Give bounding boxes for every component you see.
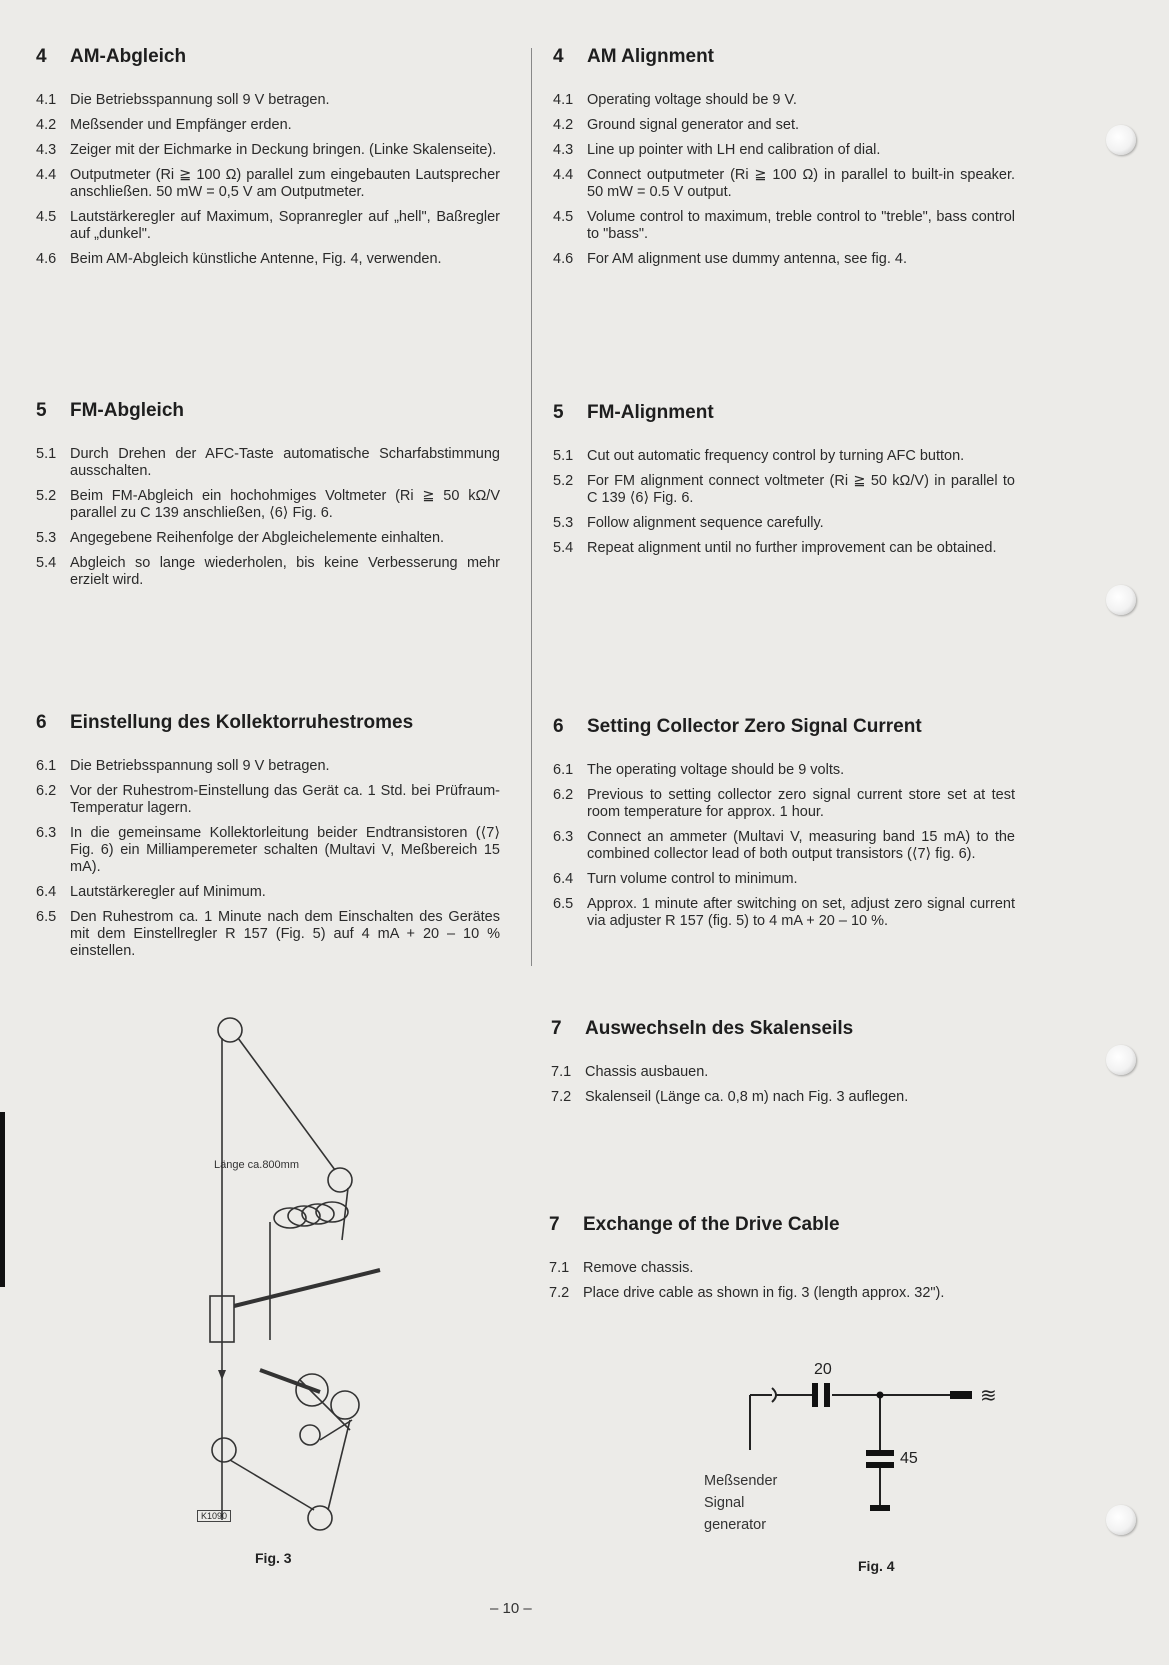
list-item: [553, 473, 1015, 507]
list-item: [553, 829, 1015, 863]
right-column-am-section: [553, 46, 1015, 276]
list-item: [551, 1064, 1013, 1081]
item-text: The operating voltage should be 9 volts.: [587, 762, 845, 778]
punch-hole-2: [1106, 585, 1136, 615]
item-number: 6.1: [553, 762, 574, 778]
junction-dot: [877, 1392, 884, 1399]
item-number: 6.3: [36, 825, 57, 841]
section-heading-collector-current: 6 Setting Collector Zero Signal Current: [553, 716, 922, 737]
output-connector: [950, 1391, 972, 1399]
item-number: 4.5: [553, 209, 574, 225]
item-number: 5.1: [553, 448, 574, 464]
item-text: Den Ruhestrom ca. 1 Minute nach dem Einschalten des Gerätes mit dem Einstellregler R 157 (Fig. 5) auf 4 mA + 20 – 10 % einstellen.: [70, 909, 500, 959]
item-text: Die Betriebsspannung soll 9 V betragen.: [70, 92, 330, 108]
item-number: 4.5: [36, 209, 57, 225]
item-text: Angegebene Reihenfolge der Abgleichelemente einhalten.: [70, 530, 445, 546]
item-text: Beim FM-Abgleich ein hochohmiges Voltmeter (Ri ≧ 50 kΩ/V parallel zu C 139 anschließen, ⟨6⟩ Fig. 6.: [70, 488, 500, 521]
signal-generator-label: Meßsender Signal generator: [704, 1473, 778, 1533]
item-list: [36, 92, 500, 268]
capacitor-20-plate-b: [824, 1383, 830, 1407]
list-item: [553, 762, 1015, 779]
fig3-caption: Fig. 3: [255, 1550, 292, 1566]
item-list: [553, 448, 1015, 557]
item-text: Beim AM-Abgleich künstliche Antenne, Fig. 4, verwenden.: [70, 251, 442, 267]
item-number: 5.3: [553, 515, 574, 531]
item-text: Place drive cable as shown in fig. 3 (length approx. 32").: [583, 1285, 945, 1301]
item-list: [553, 92, 1015, 268]
list-item: [36, 167, 500, 201]
capacitor-20-plate-a: [812, 1383, 818, 1407]
item-text: Vor der Ruhestrom-Einstellung das Gerät ca. 1 Std. bei Prüfraum-Temperatur lagern.: [70, 783, 500, 816]
item-number: 5.4: [553, 540, 574, 556]
fig4-caption: Fig. 4: [858, 1558, 895, 1574]
item-text: Repeat alignment until no further improvement can be obtained.: [587, 540, 997, 556]
punch-hole-4: [1106, 1505, 1136, 1535]
item-text: Lautstärkeregler auf Minimum.: [70, 884, 266, 900]
list-item: [549, 1260, 1011, 1277]
item-number: 6.5: [36, 909, 57, 925]
item-list: [553, 762, 1015, 930]
list-item: [553, 896, 1015, 930]
item-number: 7.2: [549, 1285, 570, 1301]
right-column-skalenseil-section: [551, 1018, 1013, 1114]
item-number: 5.2: [553, 473, 574, 489]
capacitor-20-label: 20: [814, 1361, 832, 1378]
item-text: Durch Drehen der AFC-Taste automatische Scharfabstimmung ausschalten.: [70, 446, 500, 479]
item-text: Connect outputmeter (Ri ≧ 100 Ω) in parallel to built-in speaker. 50 mW = 0.5 V output.: [587, 167, 1015, 200]
list-item: [36, 909, 500, 960]
item-list: [549, 1260, 1011, 1302]
list-item: [553, 515, 1015, 532]
item-text: Abgleich so lange wiederholen, bis keine Verbesserung mehr erzielt wird.: [70, 555, 500, 588]
rf-symbol-icon: ≋: [980, 1385, 997, 1407]
item-text: Remove chassis.: [583, 1260, 694, 1276]
item-text: Ground signal generator and set.: [587, 117, 799, 133]
item-number: 4.3: [553, 142, 574, 158]
list-item: [36, 555, 500, 589]
item-list: [551, 1064, 1013, 1106]
item-text: Approx. 1 minute after switching on set, adjust zero signal current via adjuster R 157 (fig. 5) to 4 mA + 20 – 10 %.: [587, 896, 1015, 929]
section-heading-skalenseil: 7 Auswechseln des Skalenseils: [551, 1018, 854, 1039]
list-item: [36, 758, 500, 775]
list-item: [553, 92, 1015, 109]
item-text: Die Betriebsspannung soll 9 V betragen.: [70, 758, 330, 774]
item-number: 6.2: [553, 787, 574, 803]
list-item: [36, 530, 500, 547]
item-number: 4.1: [36, 92, 57, 108]
item-text: Volume control to maximum, treble control to "treble", bass control to "bass".: [587, 209, 1015, 242]
right-column-collector-section: [553, 716, 1015, 938]
item-number: 6.4: [36, 884, 57, 900]
item-text: Lautstärkeregler auf Maximum, Sopranregler auf „hell", Baßregler auf „dunkel".: [70, 209, 500, 242]
item-text: For FM alignment connect voltmeter (Ri ≧ 50 kΩ/V) in parallel to C 139 ⟨6⟩ Fig. 6.: [587, 473, 1015, 506]
punch-hole-1: [1106, 125, 1136, 155]
list-item: [553, 167, 1015, 201]
cable-length-label: Länge ca.800mm: [214, 1159, 299, 1171]
item-text: Chassis ausbauen.: [585, 1064, 709, 1080]
capacitor-45-plate-a: [866, 1450, 894, 1456]
capacitor-45-plate-b: [866, 1462, 894, 1468]
list-item: [553, 448, 1015, 465]
item-number: 4.2: [553, 117, 574, 133]
ground-plate: [870, 1505, 890, 1511]
item-text: In die gemeinsame Kollektorleitung beider Endtransistoren (⟨7⟩ Fig. 6) ein Milliamperemeter schalten (Multavi V, Meßbereich 15 mA).: [70, 825, 500, 875]
item-number: 5.4: [36, 555, 57, 571]
item-number: 6.4: [553, 871, 574, 887]
list-item: [36, 783, 500, 817]
capacitor-45-label: 45: [900, 1450, 918, 1467]
item-text: Cut out automatic frequency control by turning AFC button.: [587, 448, 965, 464]
list-item: [553, 117, 1015, 134]
item-number: 4.2: [36, 117, 57, 133]
list-item: [549, 1285, 1011, 1302]
list-item: [36, 142, 500, 159]
section-heading-am-abgleich: 4 AM-Abgleich: [36, 46, 187, 67]
bottom-left-pulley: [212, 1438, 236, 1462]
list-item: [553, 787, 1015, 821]
item-number: 4.1: [553, 92, 574, 108]
item-text: Outputmeter (Ri ≧ 100 Ω) parallel zum eingebauten Lautsprecher anschließen. 50 mW = 0,5 V am Outputmeter.: [70, 167, 500, 200]
list-item: [36, 446, 500, 480]
item-number: 6.5: [553, 896, 574, 912]
list-item: [551, 1089, 1013, 1106]
list-item: [36, 251, 500, 268]
list-item: [553, 540, 1015, 557]
list-item: [36, 825, 500, 876]
page-number: – 10 –: [490, 1600, 532, 1617]
list-item: [553, 871, 1015, 888]
section-heading-fm-alignment: 5 FM-Alignment: [553, 402, 714, 423]
list-item: [36, 117, 500, 134]
list-item: [36, 92, 500, 109]
item-number: 4.3: [36, 142, 57, 158]
list-item: [553, 251, 1015, 268]
item-text: Previous to setting collector zero signal current store set at test room temperature for approx. 1 hour.: [587, 787, 1015, 820]
item-number: 7.1: [549, 1260, 570, 1276]
item-number: 7.2: [551, 1089, 572, 1105]
section-heading-drive-cable: 7 Exchange of the Drive Cable: [549, 1214, 840, 1235]
item-number: 5.1: [36, 446, 57, 462]
item-text: Follow alignment sequence carefully.: [587, 515, 824, 531]
column-divider: [531, 48, 532, 966]
item-text: For AM alignment use dummy antenna, see fig. 4.: [587, 251, 907, 267]
punch-hole-3: [1106, 1045, 1136, 1075]
item-text: Meßsender und Empfänger erden.: [70, 117, 292, 133]
section-heading-am-alignment: 4 AM Alignment: [553, 46, 715, 67]
item-text: Turn volume control to minimum.: [587, 871, 798, 887]
item-text: Zeiger mit der Eichmarke in Deckung bringen. (Linke Skalenseite).: [70, 142, 497, 158]
item-number: 6.3: [553, 829, 574, 845]
right-column-fm-section: [553, 402, 1015, 565]
item-text: Line up pointer with LH end calibration of dial.: [587, 142, 881, 158]
item-number: 6.1: [36, 758, 57, 774]
item-list: [36, 446, 500, 589]
item-text: Operating voltage should be 9 V.: [587, 92, 797, 108]
fig3-drive-cable-diagram: [180, 1000, 390, 1540]
item-number: 4.6: [553, 251, 574, 267]
list-item: [36, 488, 500, 522]
item-text: Skalenseil (Länge ca. 0,8 m) nach Fig. 3 auflegen.: [585, 1089, 909, 1105]
fig3-stamp: K1090: [197, 1510, 231, 1522]
list-item: [36, 884, 500, 901]
section-heading-kollektorruhestrom: 6 Einstellung des Kollektorruhestromes: [36, 712, 414, 733]
item-number: 6.2: [36, 783, 57, 799]
binder-edge-mark: [0, 1112, 5, 1287]
item-number: 5.3: [36, 530, 57, 546]
item-number: 4.6: [36, 251, 57, 267]
tension-spring: [274, 1202, 348, 1228]
right-column-drive-cable-section: [549, 1214, 1011, 1310]
item-number: 5.2: [36, 488, 57, 504]
list-item: [553, 209, 1015, 243]
cable-direction-arrow: [218, 1370, 226, 1380]
item-number: 4.4: [36, 167, 57, 183]
item-list: [36, 758, 500, 960]
section-heading-fm-abgleich: 5 FM-Abgleich: [36, 400, 184, 421]
item-number: 4.4: [553, 167, 574, 183]
left-column-fm-section: [36, 400, 500, 597]
left-column-am-section: [36, 46, 500, 276]
list-item: [553, 142, 1015, 159]
fig4-dummy-antenna-circuit: [740, 1350, 1020, 1520]
list-item: [36, 209, 500, 243]
item-number: 7.1: [551, 1064, 572, 1080]
item-text: Connect an ammeter (Multavi V, measuring band 15 mA) to the combined collector lead of both output transistors (⟨7⟩ fig. 6).: [587, 829, 1015, 862]
left-column-collector-section: [36, 712, 500, 968]
